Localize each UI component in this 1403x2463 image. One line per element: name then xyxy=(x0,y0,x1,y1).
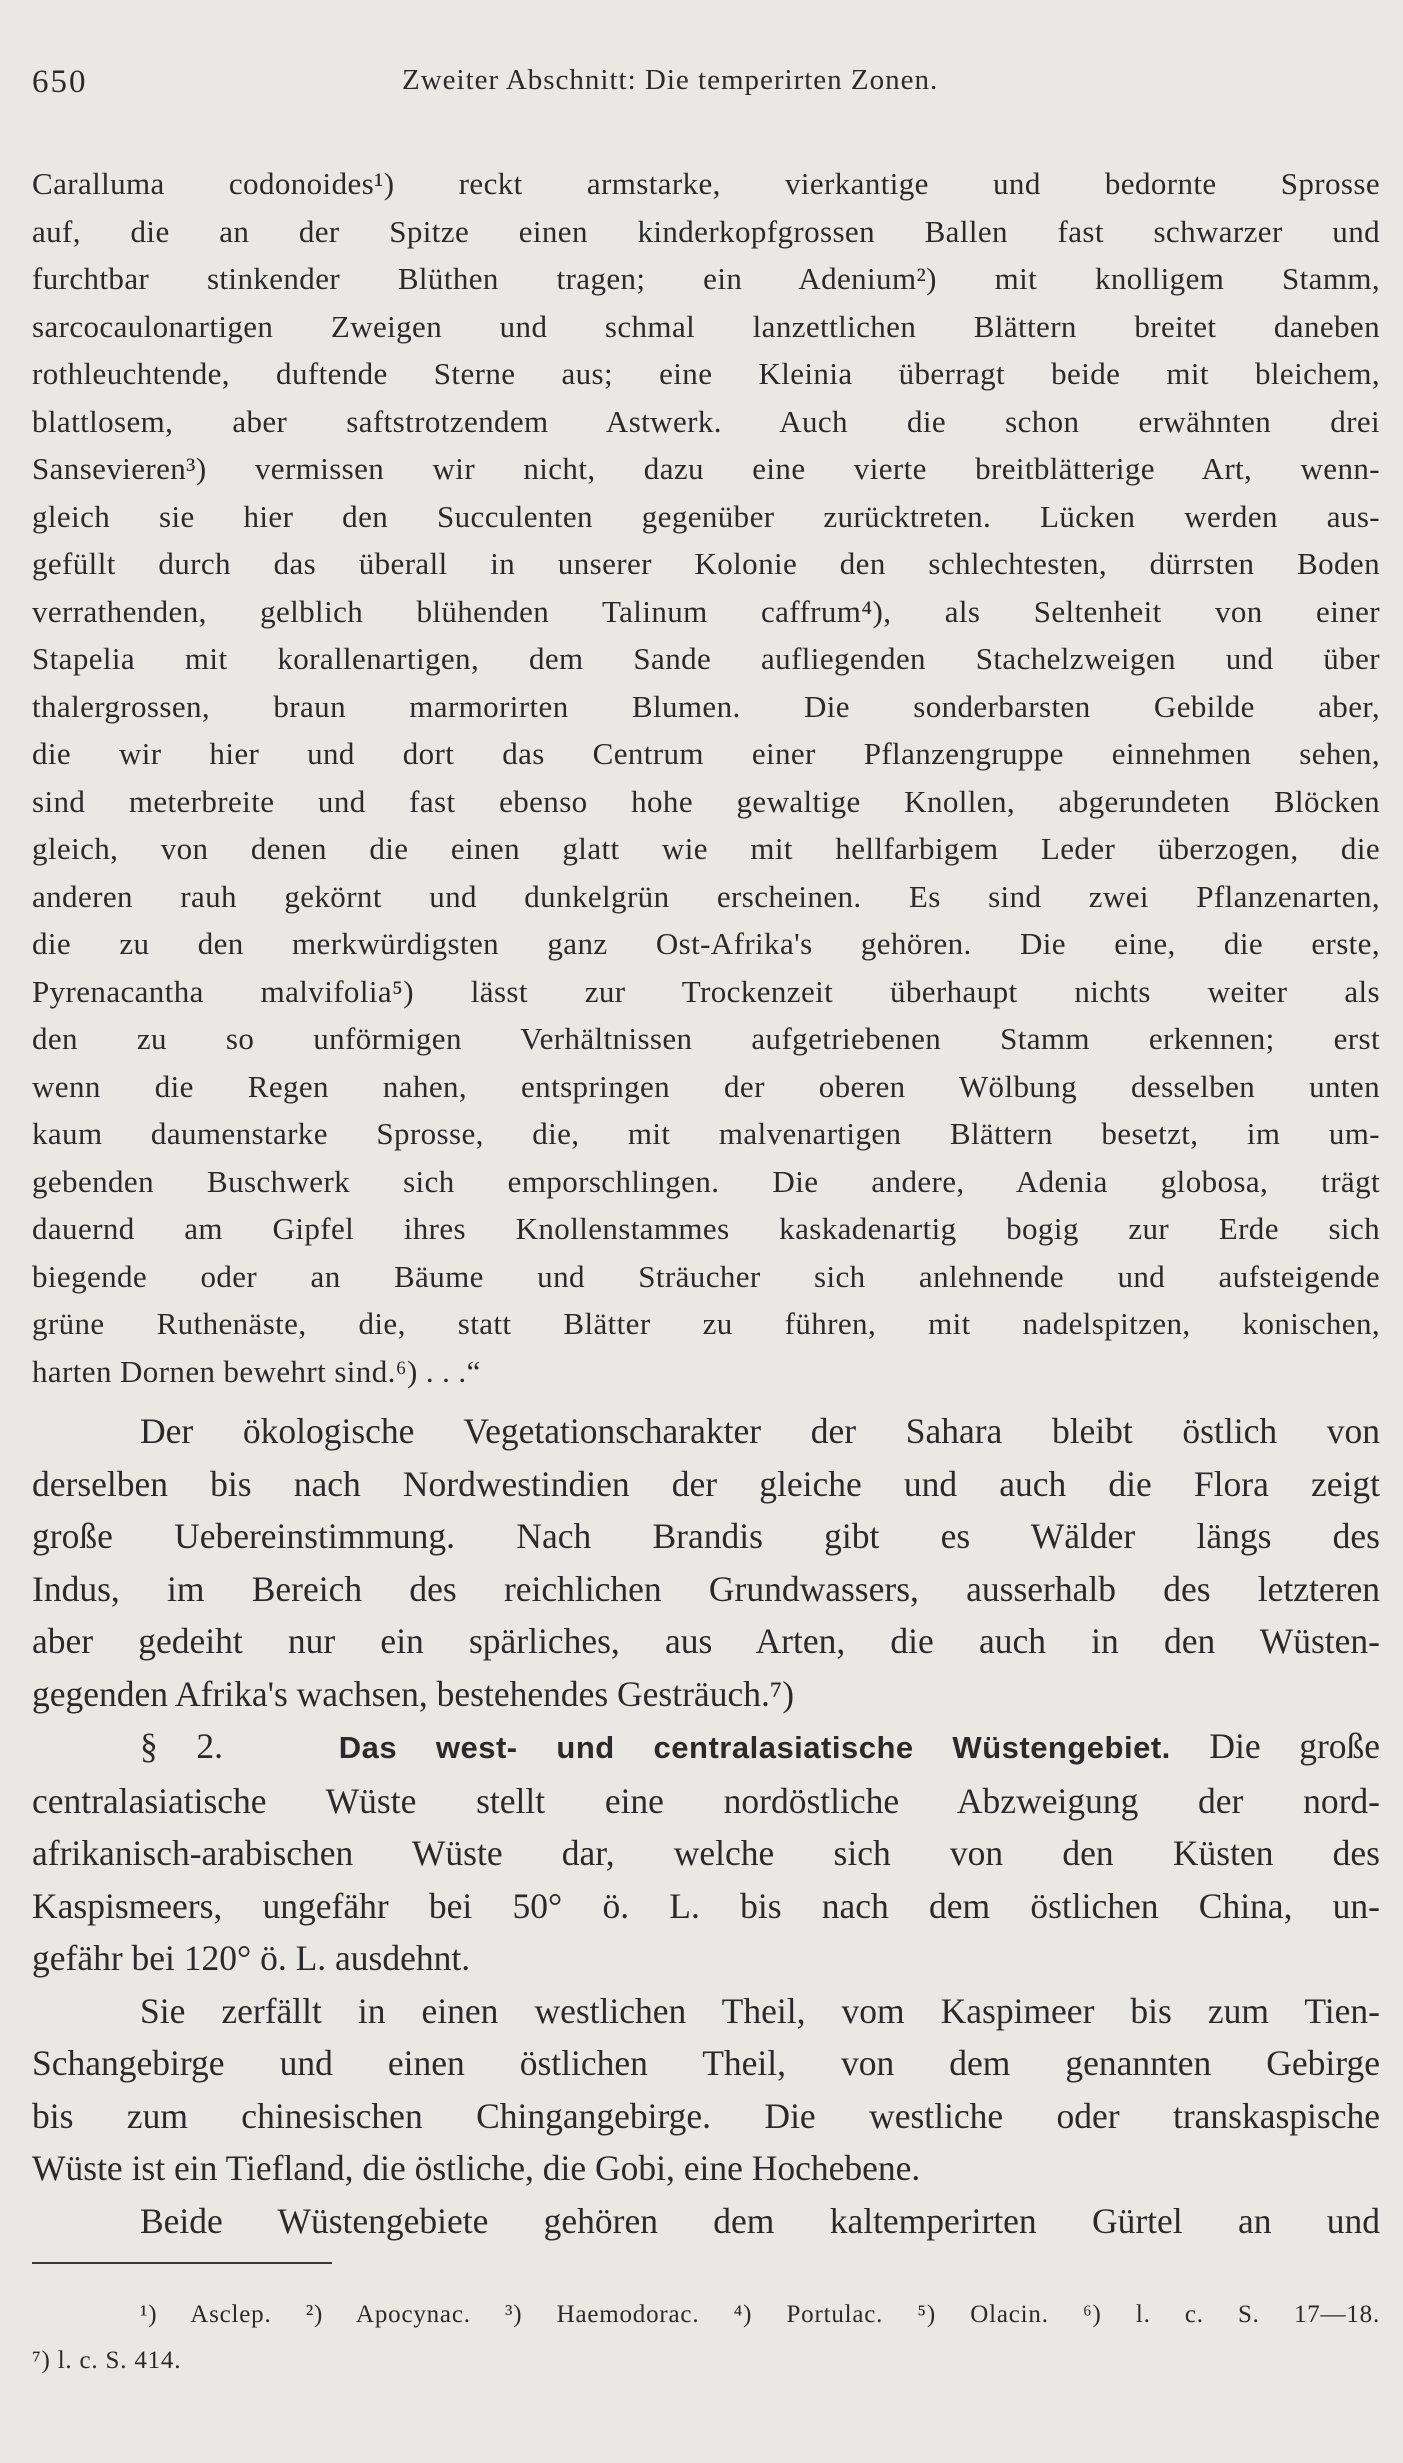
text-line: Wüste ist ein Tiefland, die östliche, die Gobi, eine Hochebene. xyxy=(32,2148,921,2188)
quoted-passage xyxy=(32,160,1380,1395)
text-line: gleich, von denen die einen glatt wie mit hellfarbigem Leder überzogen, die xyxy=(32,831,1380,866)
text-line: Pyrenacantha malvifolia⁵) lässt zur Trockenzeit überhaupt nichts weiter als xyxy=(32,973,1380,1009)
text-line: sarcocaulonartigen Zweigen und schmal lanzettlichen Blättern breitet daneben xyxy=(32,308,1380,344)
text-fragment: Die große xyxy=(1209,1726,1381,1766)
text-line: die zu den merkwürdigsten ganz Ost-Afrika's gehören. Die eine, die erste, xyxy=(32,926,1380,961)
text-line: auf, die an der Spitze einen kinderkopfgrossen Ballen fast schwarzer und xyxy=(32,213,1380,249)
paragraph xyxy=(32,2195,1380,2248)
text-line: den zu so unförmigen Verhältnissen aufgetriebenen Stamm erkennen; erst xyxy=(32,1021,1380,1056)
text-line: derselben bis nach Nordwestindien der gleiche und auch die Flora zeigt xyxy=(32,1463,1380,1504)
text-line: centralasiatische Wüste stellt eine nordöstliche Abzweigung der nord- xyxy=(32,1780,1380,1821)
paragraph xyxy=(32,1405,1380,1720)
text-line: rothleuchtende, duftende Sterne aus; eine Kleinia überragt beide mit bleichem, xyxy=(32,356,1380,391)
text-line: bis zum chinesischen Chingangebirge. Die westliche oder transkaspische xyxy=(32,2095,1380,2136)
text-line: Sansevieren³) vermissen wir nicht, dazu eine vierte breitblätterige Art, wenn- xyxy=(32,451,1380,486)
text-line: harten Dornen bewehrt sind.⁶) . . .“ xyxy=(32,1353,481,1389)
page-header xyxy=(32,58,1380,108)
footnotes xyxy=(32,2262,1380,2384)
text-line: Caralluma codonoides¹) reckt armstarke, vierkantige und bedornte Sprosse xyxy=(32,166,1380,201)
text-line: anderen rauh gekörnt und dunkelgrün erscheinen. Es sind zwei Pflanzenarten, xyxy=(32,878,1380,914)
text-line: Beide Wüstengebiete gehören dem kaltemperirten Gürtel an und xyxy=(140,2200,1380,2241)
text-line: Stapelia mit korallenartigen, dem Sande aufliegenden Stachelzweigen und über xyxy=(32,641,1380,676)
text-line: gefüllt durch das überall in unserer Kolonie den schlechtesten, dürrsten Boden xyxy=(32,546,1380,581)
text-line: gebenden Buschwerk sich emporschlingen. Die andere, Adenia globosa, trägt xyxy=(32,1163,1380,1199)
text-line: furchtbar stinkender Blüthen tragen; ein Adenium²) mit knolligem Stamm, xyxy=(32,261,1380,296)
text-line: gegenden Afrika's wachsen, bestehendes Gesträuch.⁷) xyxy=(32,1673,795,1714)
main-text xyxy=(32,1405,1380,2247)
paragraph xyxy=(32,1985,1380,2195)
running-head: Zweiter Abschnitt: Die temperirten Zonen. xyxy=(402,64,939,96)
page-number: 650 xyxy=(32,64,88,100)
text-line: wenn die Regen nahen, entspringen der oberen Wölbung desselben unten xyxy=(32,1068,1380,1104)
text-line: gleich sie hier den Succulenten gegenüber zurücktreten. Lücken werden aus- xyxy=(32,498,1380,534)
text-line: sind meterbreite und fast ebenso hohe gewaltige Knollen, abgerundeten Blöcken xyxy=(32,783,1380,819)
text-line: grüne Ruthenäste, die, statt Blätter zu führen, mit nadelspitzen, konischen, xyxy=(32,1306,1380,1341)
text-line: biegende oder an Bäume und Sträucher sich anlehnende und aufsteigende xyxy=(32,1258,1380,1294)
text-line: kaum daumenstarke Sprosse, die, mit malvenartigen Blättern besetzt, im um- xyxy=(32,1116,1380,1151)
text-line: Sie zerfällt in einen westlichen Theil, vom Kaspimeer bis zum Tien- xyxy=(140,1990,1380,2031)
text-line: die wir hier und dort das Centrum einer Pflanzengruppe einnehmen sehen, xyxy=(32,736,1380,771)
text-line: verrathenden, gelblich blühenden Talinum caffrum⁴), als Seltenheit von einer xyxy=(32,593,1380,629)
text-line: Indus, im Bereich des reichlichen Grundwassers, ausserhalb des letzteren xyxy=(32,1568,1380,1609)
text-line: große Uebereinstimmung. Nach Brandis gibt es Wälder längs des xyxy=(32,1516,1380,1556)
footnote-line: ¹) Asclep. ²) Apocynac. ³) Haemodorac. ⁴) Portulac. ⁵) Olacin. ⁶) l. c. S. 17—18. xyxy=(140,2301,1380,2328)
footnote-line: ⁷) l. c. S. 414. xyxy=(32,2347,182,2374)
text-line: gefähr bei 120° ö. L. ausdehnt. xyxy=(32,1938,471,1978)
footnote-divider xyxy=(32,2262,332,2264)
section-number: § 2. xyxy=(140,1726,223,1766)
text-line: aber gedeiht nur ein spärliches, aus Arten, die auch in den Wüsten- xyxy=(32,1621,1380,1661)
text-line: Der ökologische Vegetationscharakter der Sahara bleibt östlich von xyxy=(140,1411,1380,1451)
text-line: afrikanisch-arabischen Wüste dar, welche sich von den Küsten des xyxy=(32,1833,1380,1873)
section-title: Das west- und centralasiatische Wüstengebiet. xyxy=(338,1730,1171,1765)
text-line: Schangebirge und einen östlichen Theil, von dem genannten Gebirge xyxy=(32,2043,1380,2083)
section-heading-line xyxy=(32,1720,1380,1775)
text-line: thalergrossen, braun marmorirten Blumen. Die sonderbarsten Gebilde aber, xyxy=(32,688,1380,724)
text-line: Kaspismeers, ungefähr bei 50° ö. L. bis nach dem östlichen China, un- xyxy=(32,1885,1380,1926)
text-line: blattlosem, aber saftstrotzendem Astwerk. Auch die schon erwähnten drei xyxy=(32,403,1380,439)
text-line: dauernd am Gipfel ihres Knollenstammes kaskadenartig bogig zur Erde sich xyxy=(32,1211,1380,1246)
section-paragraph xyxy=(32,1720,1380,1985)
